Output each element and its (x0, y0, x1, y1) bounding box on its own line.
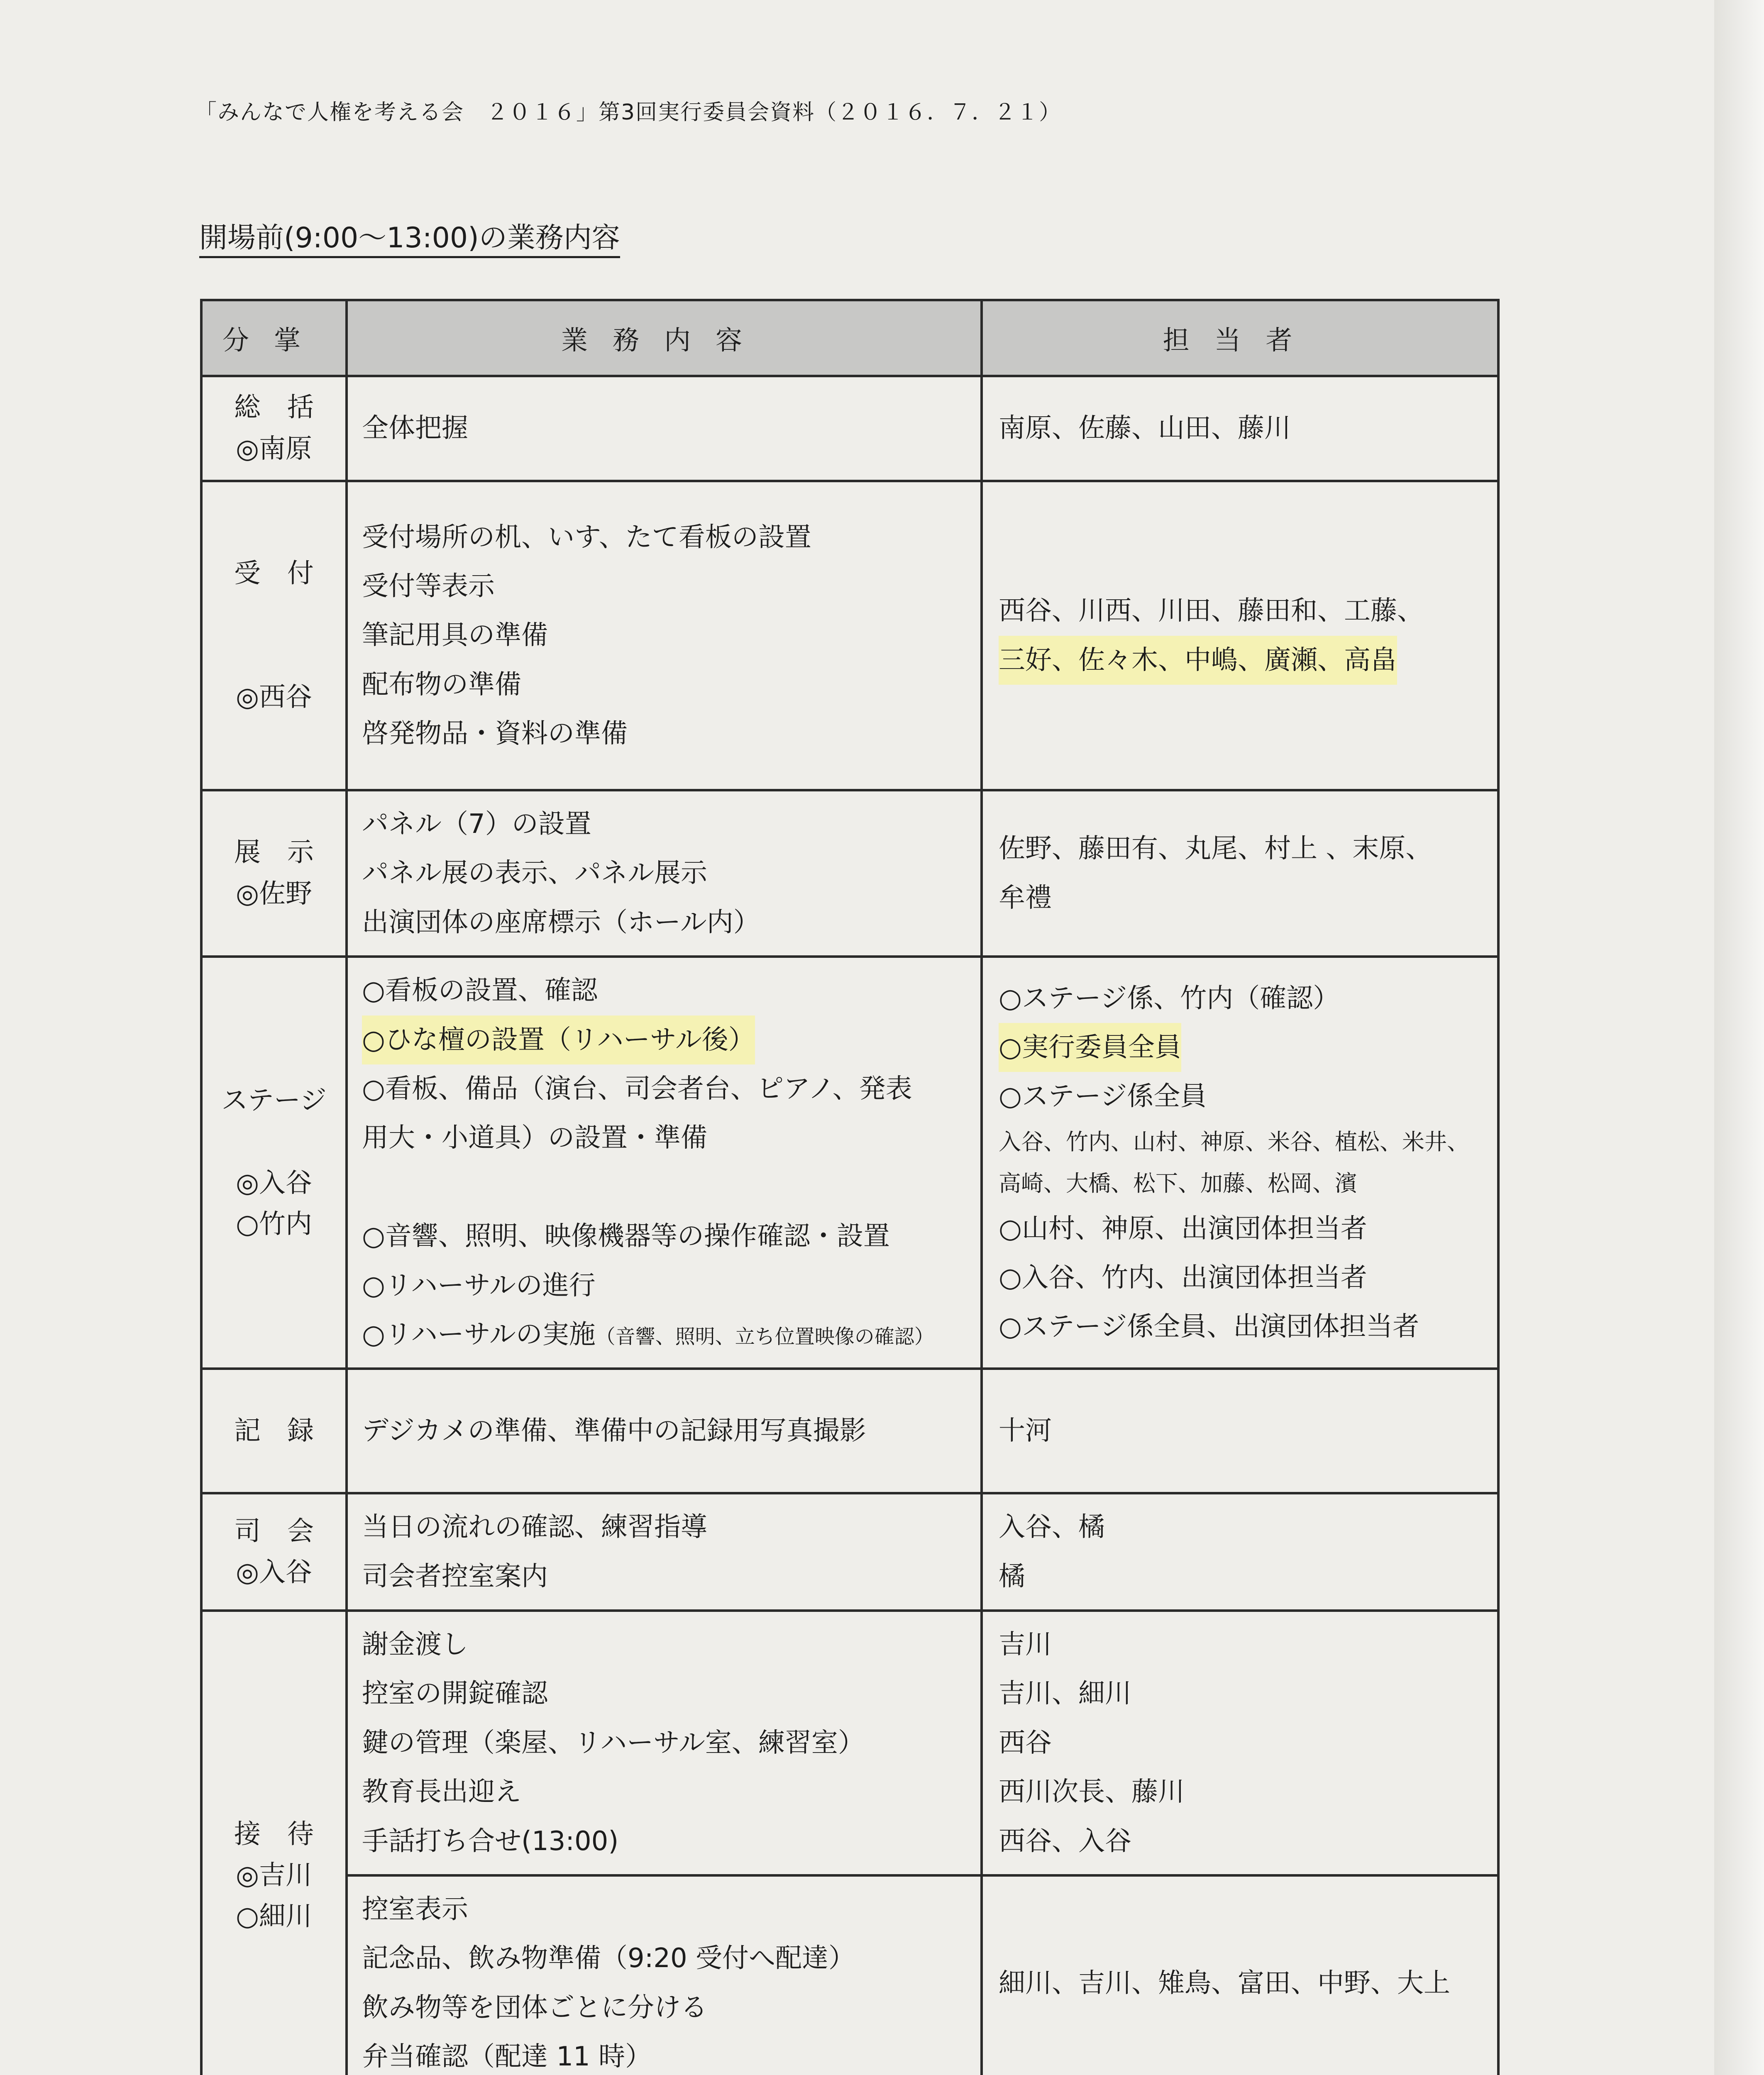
header-division: 分掌 (201, 300, 347, 376)
person-line: 南原、佐藤、山田、藤川 (999, 413, 1291, 444)
tasks-cell: デジカメの準備、準備中の記録用写真撮影 (347, 1369, 982, 1493)
tasks-cell: パネル（7）の設置 パネル展の表示、パネル展示 出演団体の座席標示（ホール内） (347, 790, 982, 957)
section-title: 開場前(9:00～13:00)の業務内容 (199, 222, 620, 258)
header-tasks: 業務内容 (347, 300, 982, 376)
table-row (201, 957, 1498, 1369)
persons-cell (982, 376, 1498, 481)
division-cell: 展 示 ◎佐野 (201, 790, 347, 957)
table-row (201, 1611, 1498, 1875)
persons-cell: 入谷、橘 橘 (982, 1493, 1498, 1611)
persons-cell: 佐野、藤田有、丸尾、村上 、末原、 牟禮 (982, 790, 1498, 957)
tasks-cell: 控室表示 記念品、飲み物準備（9:20 受付へ配達） 飲み物等を団体ごとに分ける 弁当確認（配達 11 時） (347, 1875, 982, 2075)
tasks-cell: 全体把握 (347, 376, 982, 481)
document-header: 「みんなで人権を考える会 ２０１６」第3回実行委員会資料（２０１６．７．２１） (195, 100, 1062, 125)
tasks-cell: 謝金渡し 控室の開錠確認 鍵の管理（楽屋、リハーサル室、練習室） 教育長出迎え 手話打ち合せ(13:00) (347, 1611, 982, 1875)
persons-cell: 吉川 吉川、細川 西谷 西川次長、藤川 西谷、入谷 (982, 1611, 1498, 1875)
table-row (201, 1369, 1498, 1493)
highlighted-names: 三好、佐々木、中嶋、廣瀬、高畠 (999, 636, 1397, 685)
page-edge-shadow (1714, 0, 1764, 2075)
persons-cell: 細川、吉川、雉鳥、富田、中野、大上 (982, 1875, 1498, 2075)
table-row (201, 376, 1498, 481)
table-row (201, 1493, 1498, 1611)
table-row (201, 1875, 1498, 2075)
tasks-cell: 当日の流れの確認、練習指導 司会者控室案内 (347, 1493, 982, 1611)
tasks-cell: 受付場所の机、いす、たて看板の設置 受付等表示 筆記用具の準備 配布物の準備 啓発物品・資料の準備 (347, 481, 982, 790)
division-cell: 司 会 ◎入谷 (201, 1493, 347, 1611)
division-cell: 受 付 ◎西谷 (201, 481, 347, 790)
persons-cell: 西谷、川西、川田、藤田和、工藤、 三好、佐々木、中嶋、廣瀬、高畠 (982, 481, 1498, 790)
table-header-row (201, 300, 1498, 376)
header-persons: 担当者 (982, 300, 1498, 376)
division-cell: ステージ ◎入谷 ○竹内 (201, 957, 347, 1369)
duties-table (200, 299, 1500, 2075)
persons-cell: 十河 (982, 1369, 1498, 1493)
division-cell: 記 録 (201, 1369, 347, 1493)
persons-cell: ○ステージ係、竹内（確認） ○実行委員全員 ○ステージ係全員 入谷、竹内、山村、神原、米谷、植松、米井、 高崎、大橋、松下、加藤、松岡、濱 ○山村、神原、出演団体担当者 ○入谷、竹内、出演団体担当者 ○ステージ係全員、出演団体担当者 (982, 957, 1498, 1369)
table-row (201, 790, 1498, 957)
division-cell: 接 待 ◎吉川 ○細川 (201, 1611, 347, 2075)
table-row (201, 481, 1498, 790)
division-cell: 総 括 ◎南原 (201, 376, 347, 481)
tasks-cell: ○看板の設置、確認 ○ひな檀の設置（リハーサル後） ○看板、備品（演台、司会者台、ピアノ、発表 用大・小道具）の設置・準備 ○音響、照明、映像機器等の操作確認・設置 ○リハーサルの進行 ○リハーサルの実施（音響、照明、立ち位置映像の確認） (347, 957, 982, 1369)
